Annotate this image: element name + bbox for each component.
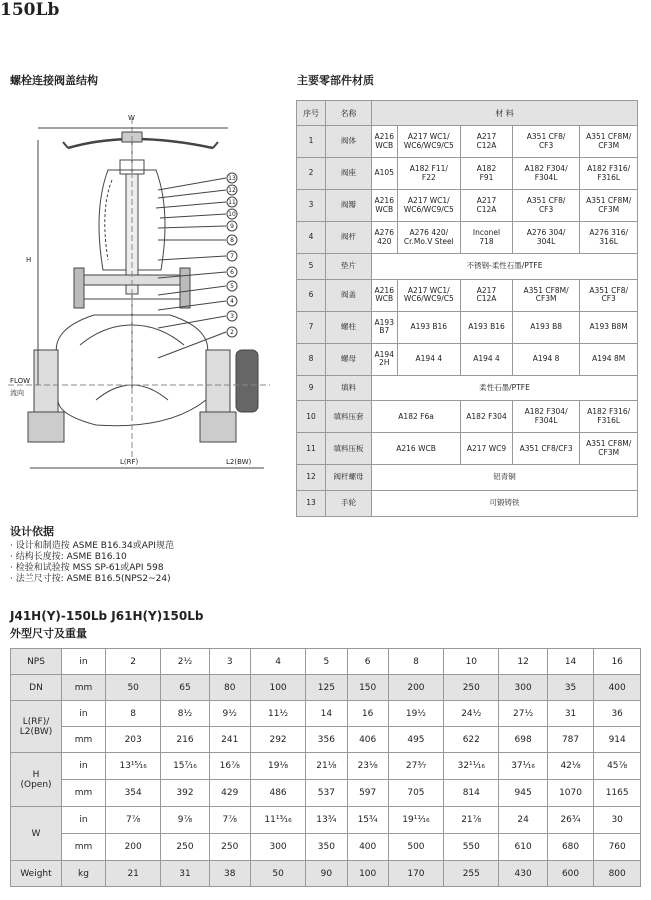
value-cell: 354	[106, 780, 161, 807]
material-row	[297, 126, 638, 158]
value-cell: 914	[594, 727, 641, 753]
part-name: 螺母	[326, 343, 372, 375]
value-cell: 429	[209, 780, 250, 807]
row-number: 12	[297, 465, 326, 491]
material-cell: A193 B16	[397, 311, 461, 343]
material-cell: A351 CF8/ CF3	[580, 279, 638, 311]
value-cell: 430	[499, 861, 547, 887]
dimension-row	[11, 753, 641, 780]
model-title: J41H(Y)-150Lb J61H(Y)150Lb	[10, 609, 204, 623]
value-cell: 24	[499, 807, 547, 834]
callout-number: 11	[228, 199, 236, 206]
material-cell: A182 F304	[461, 401, 513, 433]
material-cell: A216 WCB	[372, 279, 398, 311]
material-row	[297, 491, 638, 517]
material-cell: A182 F91	[461, 158, 513, 190]
value-cell: 42⅛	[547, 753, 594, 780]
value-cell: 21⅛	[306, 753, 347, 780]
row-number: 10	[297, 401, 326, 433]
row-number: 9	[297, 375, 326, 401]
w-label: W	[128, 114, 135, 122]
value-cell: 537	[306, 780, 347, 807]
value-cell: 9⅞	[161, 807, 209, 834]
value-cell: 550	[444, 834, 499, 861]
materials-title: 主要零部件材质	[297, 74, 374, 87]
value-cell: 216	[161, 727, 209, 753]
material-cell: A351 CF8M/ CF3M	[580, 126, 638, 158]
value-cell: 600	[547, 861, 594, 887]
part-name: 阀杆	[326, 222, 372, 254]
callout-number: 8	[230, 237, 234, 244]
callout-number: 2	[230, 329, 234, 336]
dimension-row	[11, 834, 641, 861]
design-basis	[10, 523, 174, 585]
unit-cell: mm	[62, 675, 106, 701]
part-name: 垫片	[326, 254, 372, 280]
row-number: 6	[297, 279, 326, 311]
materials-table	[296, 100, 638, 517]
value-cell: 80	[209, 675, 250, 701]
material-cell: Inconel 718	[461, 222, 513, 254]
h-label: H	[26, 256, 32, 264]
row-label: W	[11, 807, 62, 861]
row-number: 4	[297, 222, 326, 254]
part-name: 填料压套	[326, 401, 372, 433]
value-cell: 8	[388, 649, 443, 675]
value-cell: 5	[306, 649, 347, 675]
material-cell: A217 C12A	[461, 190, 513, 222]
material-cell: A194 8M	[580, 343, 638, 375]
unit-cell: mm	[62, 727, 106, 753]
value-cell: 15¾	[347, 807, 388, 834]
value-cell: 19½	[388, 701, 443, 727]
value-cell: 38	[209, 861, 250, 887]
value-cell: 787	[547, 727, 594, 753]
basis-item: · 检验和试验按 MSS SP-61或API 598	[10, 563, 164, 573]
material-row	[297, 343, 638, 375]
part-name: 填料压板	[326, 433, 372, 465]
material-cell: A216 WCB	[372, 126, 398, 158]
basis-item: · 设计和制造按 ASME B16.34或API规范	[10, 541, 174, 551]
value-cell: 2	[106, 649, 161, 675]
part-name: 手轮	[326, 491, 372, 517]
callout-number: 4	[230, 298, 234, 305]
material-cell: A216 WCB	[372, 433, 461, 465]
value-cell: 1070	[547, 780, 594, 807]
part-name: 阀盖	[326, 279, 372, 311]
row-number: 8	[297, 343, 326, 375]
value-cell: 11½	[250, 701, 305, 727]
value-cell: 495	[388, 727, 443, 753]
unit-cell: kg	[62, 861, 106, 887]
value-cell: 500	[388, 834, 443, 861]
value-cell: 597	[347, 780, 388, 807]
dimension-row	[11, 780, 641, 807]
material-row	[297, 190, 638, 222]
value-cell: 13¾	[306, 807, 347, 834]
value-cell: 11¹³⁄₁₆	[250, 807, 305, 834]
value-cell: 100	[250, 675, 305, 701]
value-cell: 800	[594, 861, 641, 887]
value-cell: 4	[250, 649, 305, 675]
material-row	[297, 433, 638, 465]
material-cell: A217 WC1/ WC6/WC9/C5	[397, 279, 461, 311]
material-cell: A351 CF8M/ CF3M	[512, 279, 579, 311]
value-cell: 100	[347, 861, 388, 887]
value-cell: 19¹¹⁄₁₆	[388, 807, 443, 834]
unit-cell: in	[62, 753, 106, 780]
dimensions-table	[10, 648, 641, 887]
value-cell: 6	[347, 649, 388, 675]
dimension-row	[11, 649, 641, 675]
material-cell: A217 WC1/ WC6/WC9/C5	[397, 190, 461, 222]
callout-number: 7	[230, 253, 234, 260]
value-cell: 400	[347, 834, 388, 861]
value-cell: 350	[306, 834, 347, 861]
value-cell: 24½	[444, 701, 499, 727]
dimension-row	[11, 807, 641, 834]
value-cell: 16	[594, 649, 641, 675]
material-cell: A276 420	[372, 222, 398, 254]
value-cell: 15⁷⁄₁₆	[161, 753, 209, 780]
material-row	[297, 311, 638, 343]
material-cell: A194 4	[397, 343, 461, 375]
value-cell: 50	[106, 675, 161, 701]
value-cell: 814	[444, 780, 499, 807]
value-cell: 486	[250, 780, 305, 807]
header-no: 序号	[297, 101, 326, 126]
basis-item: · 结构长度按: ASME B16.10	[10, 552, 127, 562]
material-cell: A276 316/ 316L	[580, 222, 638, 254]
callout-number: 6	[230, 269, 234, 276]
material-cell: A193 B16	[461, 311, 513, 343]
material-cell: A351 CF8/ CF3	[512, 126, 579, 158]
part-name: 阀瓣	[326, 190, 372, 222]
part-name: 阀杆螺母	[326, 465, 372, 491]
material-cell: A216 WCB	[372, 190, 398, 222]
row-label: NPS	[11, 649, 62, 675]
material-cell: A217 WC9	[461, 433, 513, 465]
value-cell: 292	[250, 727, 305, 753]
material-cell: A182 F304/ F304L	[512, 158, 579, 190]
material-row	[297, 401, 638, 433]
callout-number: 3	[230, 313, 234, 320]
value-cell: 8½	[161, 701, 209, 727]
material-cell: 可锻铸铁	[372, 491, 638, 517]
material-row	[297, 375, 638, 401]
value-cell: 760	[594, 834, 641, 861]
value-cell: 37¹⁄₁₆	[499, 753, 547, 780]
material-cell: A351 CF8M/ CF3M	[580, 433, 638, 465]
value-cell: 1165	[594, 780, 641, 807]
value-cell: 356	[306, 727, 347, 753]
dimension-row	[11, 701, 641, 727]
dimensions-title: 外型尺寸及重量	[10, 627, 87, 640]
value-cell: 7⅞	[209, 807, 250, 834]
value-cell: 23⅛	[347, 753, 388, 780]
l2bw-label: L2(BW)	[226, 458, 252, 466]
flow-label: FLOW	[10, 377, 31, 385]
material-cell: 不锈钢-柔性石墨/PTFE	[372, 254, 638, 280]
value-cell: 255	[444, 861, 499, 887]
row-label: DN	[11, 675, 62, 701]
material-cell: A194 8	[512, 343, 579, 375]
value-cell: 203	[106, 727, 161, 753]
material-cell: 柔性石墨/PTFE	[372, 375, 638, 401]
value-cell: 698	[499, 727, 547, 753]
value-cell: 19⅛	[250, 753, 305, 780]
unit-cell: in	[62, 649, 106, 675]
row-number: 1	[297, 126, 326, 158]
value-cell: 150	[347, 675, 388, 701]
material-cell: A193 B7	[372, 311, 398, 343]
value-cell: 16	[347, 701, 388, 727]
value-cell: 400	[594, 675, 641, 701]
value-cell: 12	[499, 649, 547, 675]
row-number: 3	[297, 190, 326, 222]
part-name: 填料	[326, 375, 372, 401]
material-cell: 铝青铜	[372, 465, 638, 491]
row-label: L(RF)/ L2(BW)	[11, 701, 62, 753]
value-cell: 14	[306, 701, 347, 727]
value-cell: 65	[161, 675, 209, 701]
row-label: Weight	[11, 861, 62, 887]
value-cell: 125	[306, 675, 347, 701]
value-cell: 21	[106, 861, 161, 887]
value-cell: 3	[209, 649, 250, 675]
value-cell: 705	[388, 780, 443, 807]
value-cell: 241	[209, 727, 250, 753]
part-name: 阀座	[326, 158, 372, 190]
value-cell: 406	[347, 727, 388, 753]
value-cell: 7⅞	[106, 807, 161, 834]
row-number: 2	[297, 158, 326, 190]
unit-cell: mm	[62, 780, 106, 807]
dimension-row	[11, 727, 641, 753]
row-number: 7	[297, 311, 326, 343]
callout-number: 10	[228, 211, 236, 218]
basis-title: 设计依据	[10, 525, 54, 538]
row-number: 5	[297, 254, 326, 280]
pressure-class: 150Lb	[0, 0, 60, 20]
value-cell: 36	[594, 701, 641, 727]
material-cell: A105	[372, 158, 398, 190]
callout-number: 9	[230, 223, 234, 230]
material-row	[297, 158, 638, 190]
value-cell: 35	[547, 675, 594, 701]
value-cell: 32¹¹⁄₁₆	[444, 753, 499, 780]
material-cell: A217 WC1/ WC6/WC9/C5	[397, 126, 461, 158]
row-label: H (Open)	[11, 753, 62, 807]
value-cell: 300	[499, 675, 547, 701]
material-cell: A182 F316/ F316L	[580, 401, 638, 433]
material-row	[297, 222, 638, 254]
material-cell: A182 F6a	[372, 401, 461, 433]
value-cell: 392	[161, 780, 209, 807]
material-cell: A276 420/ Cr.Mo.V Steel	[397, 222, 461, 254]
value-cell: 610	[499, 834, 547, 861]
material-cell: A276 304/ 304L	[512, 222, 579, 254]
value-cell: 200	[106, 834, 161, 861]
material-cell: A182 F11/ F22	[397, 158, 461, 190]
part-name: 螺柱	[326, 311, 372, 343]
material-cell: A351 CF8M/ CF3M	[580, 190, 638, 222]
value-cell: 8	[106, 701, 161, 727]
material-cell: A351 CF8/ CF3	[512, 190, 579, 222]
value-cell: 27½	[499, 701, 547, 727]
value-cell: 170	[388, 861, 443, 887]
value-cell: 250	[161, 834, 209, 861]
value-cell: 250	[209, 834, 250, 861]
row-number: 13	[297, 491, 326, 517]
part-name: 阀体	[326, 126, 372, 158]
value-cell: 16⅞	[209, 753, 250, 780]
value-cell: 31	[161, 861, 209, 887]
material-cell: A217 C12A	[461, 279, 513, 311]
value-cell: 31	[547, 701, 594, 727]
value-cell: 45⅞	[594, 753, 641, 780]
basis-item: · 法兰尺寸按: ASME B16.5(NPS2~24)	[10, 574, 171, 584]
value-cell: 2½	[161, 649, 209, 675]
material-cell: A194 2H	[372, 343, 398, 375]
value-cell: 50	[250, 861, 305, 887]
material-cell: A193 B8M	[580, 311, 638, 343]
material-cell: A217 C12A	[461, 126, 513, 158]
value-cell: 27³⁄₇	[388, 753, 443, 780]
material-row	[297, 465, 638, 491]
unit-cell: in	[62, 807, 106, 834]
material-cell: A182 F304/ F304L	[512, 401, 579, 433]
valve-drawing	[8, 100, 270, 485]
value-cell: 680	[547, 834, 594, 861]
unit-cell: in	[62, 701, 106, 727]
material-cell: A193 B8	[512, 311, 579, 343]
unit-cell: mm	[62, 834, 106, 861]
value-cell: 26¾	[547, 807, 594, 834]
header-name: 名称	[326, 101, 372, 126]
callout-number: 12	[228, 187, 236, 194]
flow-cn-label: 流向	[10, 389, 24, 397]
value-cell: 90	[306, 861, 347, 887]
row-number: 11	[297, 433, 326, 465]
value-cell: 622	[444, 727, 499, 753]
material-row	[297, 279, 638, 311]
value-cell: 9½	[209, 701, 250, 727]
value-cell: 250	[444, 675, 499, 701]
drawing-title: 螺栓连接阀盖结构	[10, 74, 98, 87]
material-cell: A351 CF8/CF3	[512, 433, 579, 465]
header-material: 材 料	[372, 101, 638, 126]
value-cell: 300	[250, 834, 305, 861]
material-cell: A182 F316/ F316L	[580, 158, 638, 190]
material-cell: A194 4	[461, 343, 513, 375]
material-row	[297, 254, 638, 280]
dimension-row	[11, 861, 641, 887]
value-cell: 200	[388, 675, 443, 701]
dimension-row	[11, 675, 641, 701]
value-cell: 30	[594, 807, 641, 834]
callout-number: 13	[228, 175, 236, 182]
value-cell: 13¹⁵⁄₁₆	[106, 753, 161, 780]
value-cell: 10	[444, 649, 499, 675]
callout-number: 5	[230, 283, 234, 290]
lrf-label: L(RF)	[120, 458, 139, 466]
value-cell: 14	[547, 649, 594, 675]
value-cell: 945	[499, 780, 547, 807]
value-cell: 21⅞	[444, 807, 499, 834]
